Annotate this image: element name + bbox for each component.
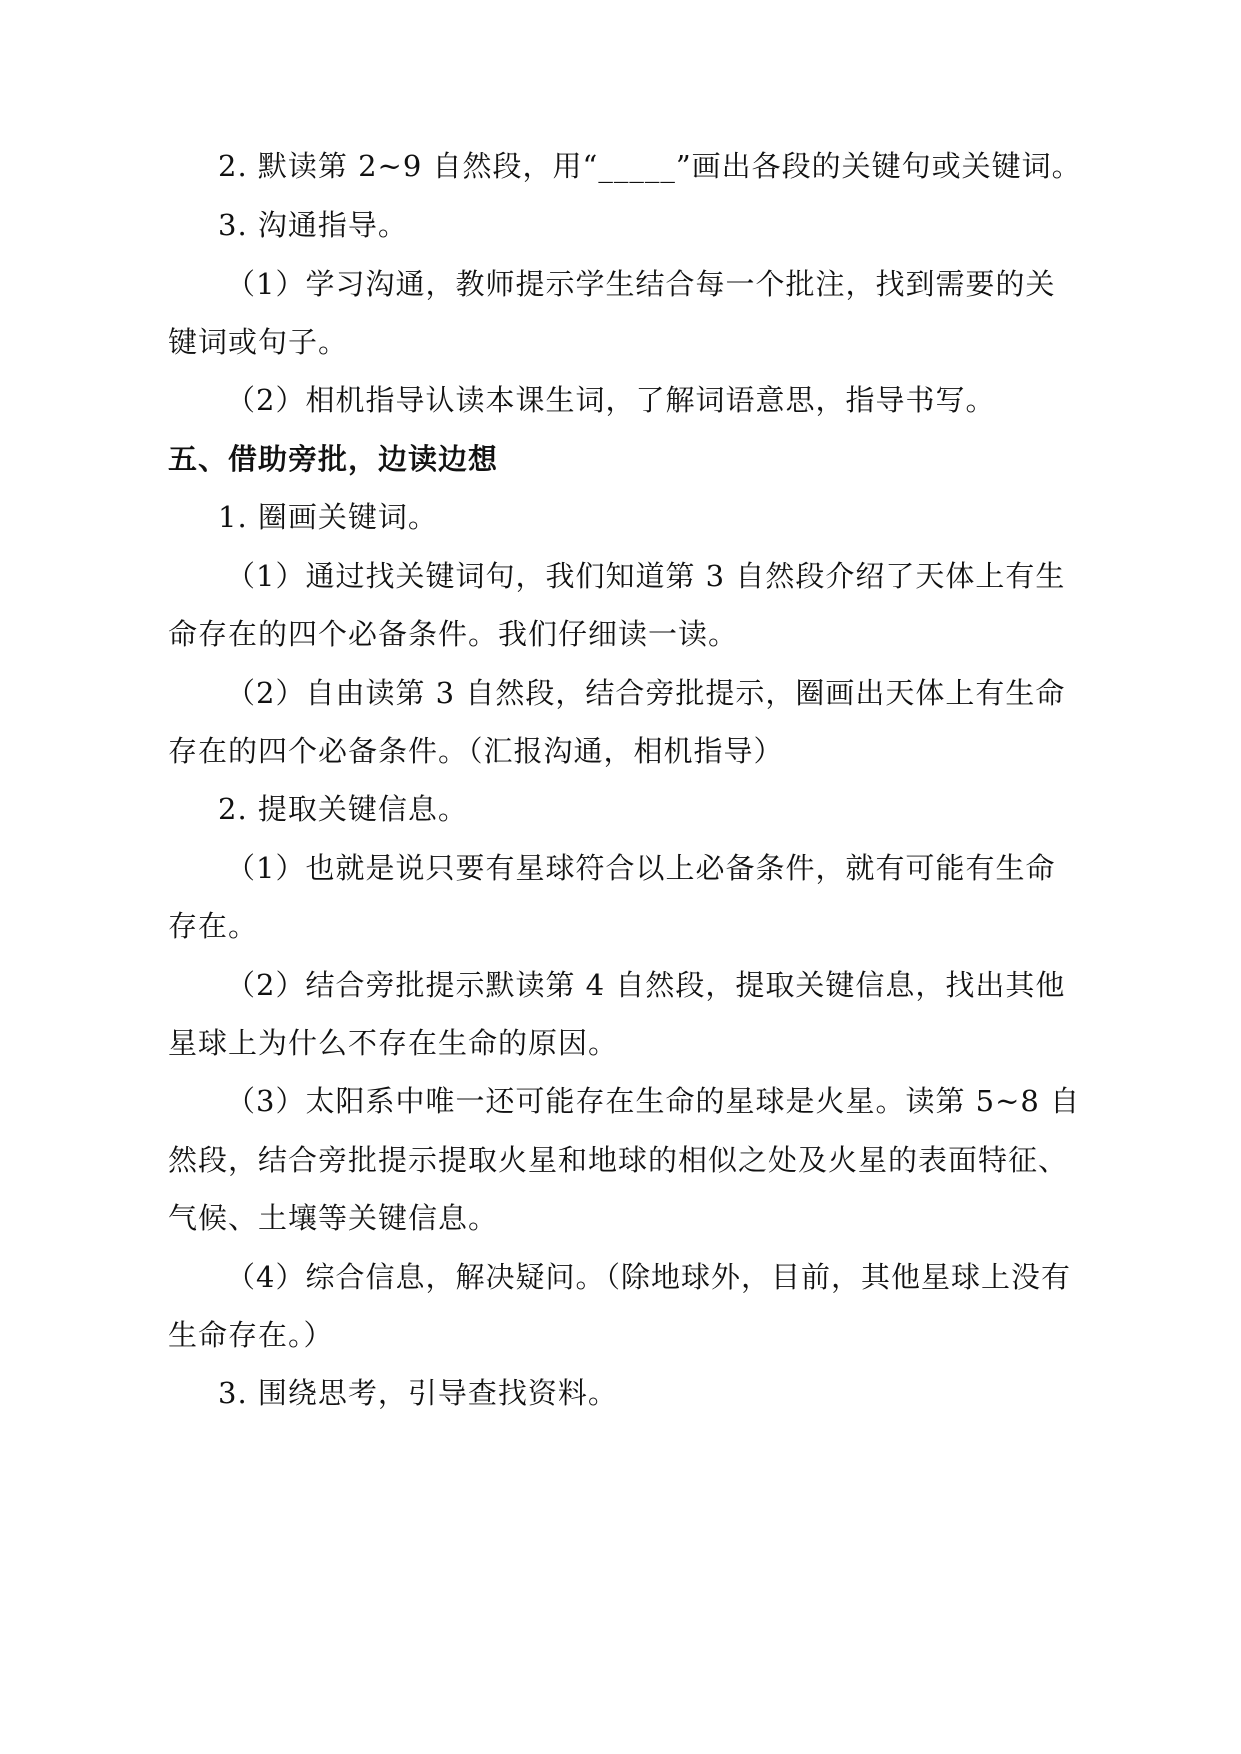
text-line: 存在。 bbox=[168, 909, 259, 943]
text-line: （1）学习沟通，教师提示学生结合每一个批注，找到需要的关 bbox=[226, 267, 1056, 301]
text-line: 3. 围绕思考，引导查找资料。 bbox=[218, 1376, 618, 1410]
text-line: 存在的四个必备条件。（汇报沟通，相机指导） bbox=[168, 734, 784, 768]
text-line: 键词或句子。 bbox=[168, 325, 349, 359]
text-line: （2）结合旁批提示默读第 4 自然段，提取关键信息，找出其他 bbox=[226, 968, 1066, 1002]
text-line: 星球上为什么不存在生命的原因。 bbox=[168, 1026, 619, 1060]
text-line: 生命存在。） bbox=[168, 1318, 334, 1352]
text-line: （2）自由读第 3 自然段，结合旁批提示，圈画出天体上有生命 bbox=[226, 676, 1066, 710]
text-line: （3）太阳系中唯一还可能存在生命的星球是火星。读第 5~8 自 bbox=[226, 1084, 1081, 1118]
text-line: 气候、土壤等关键信息。 bbox=[168, 1201, 499, 1235]
text-line: （1）也就是说只要有星球符合以上必备条件，就有可能有生命 bbox=[226, 851, 1056, 885]
text-line: （4）综合信息，解决疑问。（除地球外，目前，其他星球上没有 bbox=[226, 1260, 1071, 1294]
section-heading: 五、借助旁批，边读边想 bbox=[168, 442, 499, 476]
text-line: （2）相机指导认读本课生词，了解词语意思，指导书写。 bbox=[226, 383, 996, 417]
text-line: （1）通过找关键词句，我们知道第 3 自然段介绍了天体上有生 bbox=[226, 559, 1066, 593]
text-line: 2. 提取关键信息。 bbox=[218, 792, 468, 826]
text-line: 然段，结合旁批提示提取火星和地球的相似之处及火星的表面特征、 bbox=[168, 1143, 1069, 1177]
text-line: 3. 沟通指导。 bbox=[218, 208, 408, 242]
text-line: 1. 圈画关键词。 bbox=[218, 500, 438, 534]
text-line: 2. 默读第 2~9 自然段，用“_____”画出各段的关键句或关键词。 bbox=[218, 149, 1082, 183]
text-line: 命存在的四个必备条件。我们仔细读一读。 bbox=[168, 617, 739, 651]
